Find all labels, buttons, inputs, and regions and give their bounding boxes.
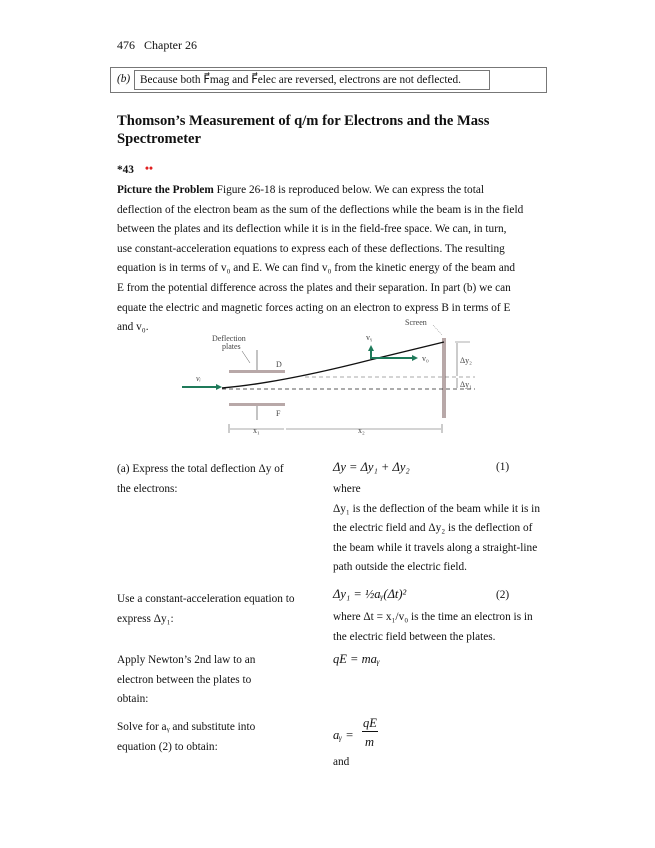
step-2-note: where Δt = x₁/v₀ is the time an electron is in the electric field between the plates. [333, 611, 533, 643]
thomson-apparatus-figure [150, 315, 490, 440]
page-header [117, 38, 197, 53]
answer-text: Because both F⃗mag and F⃗elec are reversed, electrons are not deflected. [140, 74, 461, 86]
problem-number: *43 [117, 164, 134, 176]
step-a-instruction: (a) Express the total deflection Δy of the electrons: [117, 463, 284, 495]
v0-label: v₀ [422, 354, 429, 363]
section-title-line2: Spectrometer [117, 131, 202, 147]
beam-path [222, 342, 444, 388]
fraction-denominator: m [365, 735, 375, 749]
step-4-instruction: Solve for aᵧ and substitute into equation (2) to obtain: [117, 721, 256, 753]
fraction-numerator: qE [363, 716, 377, 730]
note-where: where [333, 483, 361, 495]
step-a-notes [333, 480, 545, 578]
equation-newton: qE = maᵧ [333, 652, 380, 666]
step-3-instruction: Apply Newton’s 2nd law to an electron between the plates to obtain: [117, 654, 256, 705]
answer-label: (b) [117, 73, 131, 85]
equation-ay-lhs: aᵧ = [333, 728, 354, 742]
top-plate [229, 370, 285, 373]
dy1-label: Δy₁ [460, 380, 472, 389]
screen [442, 338, 446, 418]
paragraph-line: E from the potential difference across the plates and their separation. In part (b) we can [117, 281, 511, 294]
page-number: 476 [117, 38, 135, 52]
paragraph-line: and v₀. [117, 321, 149, 334]
paragraph-line: between the plates and its deflection while it is in the field-free space. We can, in turn, [117, 223, 507, 236]
vy-label: vᵧ [366, 333, 373, 342]
paragraph-line: deflection of the electron beam as the sum of the deflections while the beam is in the field [117, 203, 524, 216]
step-2-instruction: Use a constant-acceleration equation to express Δy₁: [117, 593, 295, 625]
equation-2: Δy₁ = ½aᵧ(Δt)² [333, 587, 407, 601]
x1-label: x₁ [253, 426, 260, 435]
x2-label: x₂ [358, 426, 365, 435]
and-text: and [333, 756, 350, 768]
paragraph-line: use constant-acceleration equations to express each of these deflections. The resulting [117, 242, 505, 255]
screen-label: Screen [405, 318, 427, 327]
equation-2-number: (2) [496, 589, 510, 601]
equation-1-number: (1) [496, 461, 510, 473]
deflection-plates-label-2: plates [222, 342, 241, 351]
bottom-plate [229, 403, 285, 406]
chapter-label: Chapter 26 [144, 38, 197, 52]
paragraph-line: Figure 26-18 is reproduced below. We can express the total [213, 184, 484, 196]
paragraph-lead: Picture the Problem [117, 184, 214, 196]
difficulty-dots: •• [145, 163, 153, 175]
plate-f-label: F [276, 409, 281, 418]
note-text: Δy₁ is the deflection of the beam while it is in the electric field and Δy₂ is the deflection of the beam while it travels along a straight-line path outside the electric field. [333, 502, 540, 573]
plate-d-label: D [276, 360, 282, 369]
dy2-label: Δy₂ [460, 356, 472, 365]
equation-1: Δy = Δy₁ + Δy₂ [333, 460, 410, 474]
section-title-line1: Thomson’s Measurement of q/m for Electrons and the Mass [117, 113, 490, 129]
paragraph-line: equation is in terms of v₀ and E. We can find v₀ from the kinetic energy of the beam and [117, 262, 516, 275]
paragraph-line: equate the electric and magnetic forces acting on an electron to express B in terms of E [117, 301, 511, 314]
vi-label: vᵢ [196, 374, 201, 383]
deflection-plates-label: Deflection [212, 334, 246, 343]
